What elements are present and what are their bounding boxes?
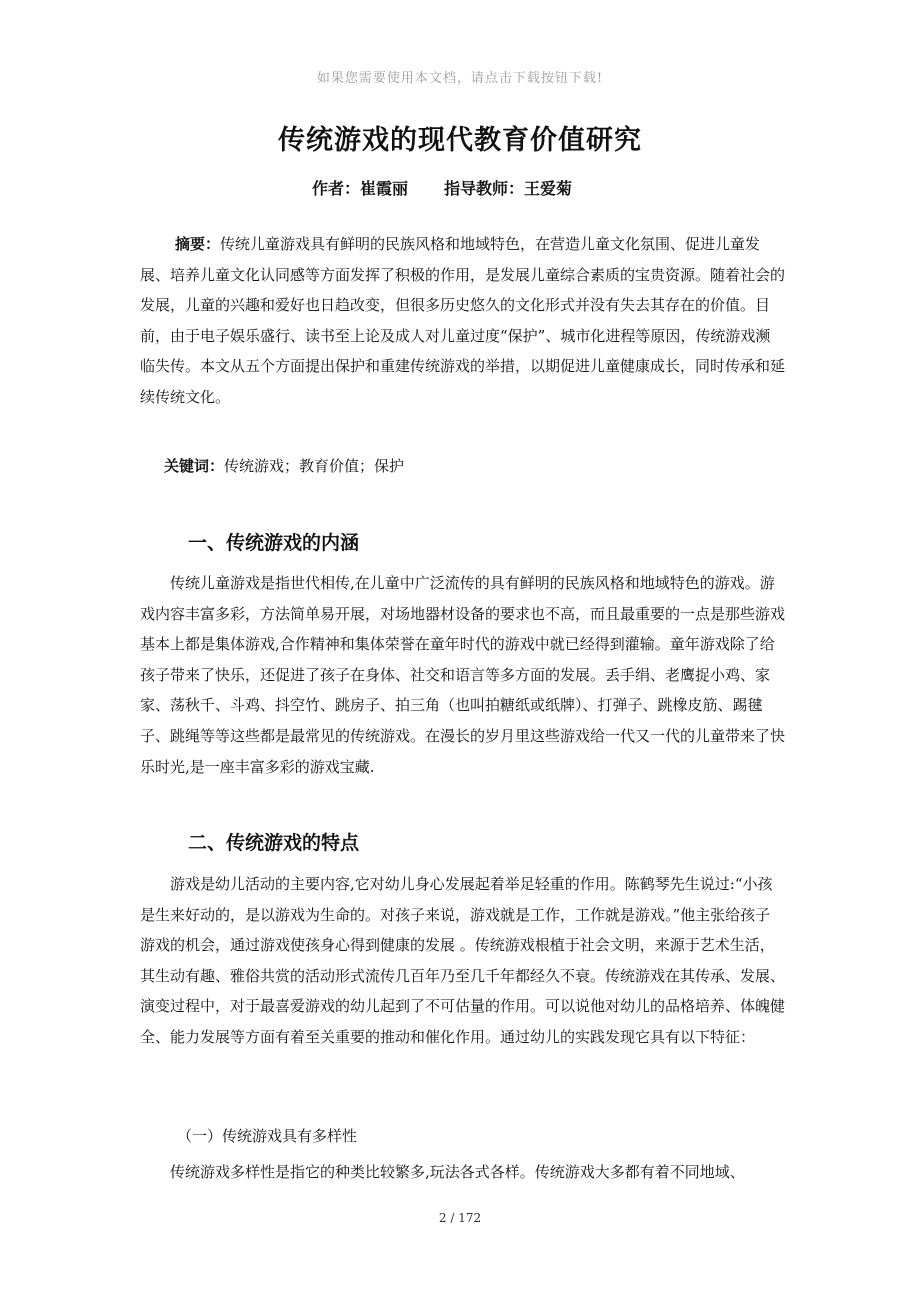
subsection-1-paragraph: 传统游戏多样性是指它的种类比较繁多,玩法各式各样。传统游戏大多都有着不同地域、 — [170, 1163, 745, 1181]
download-notice: 如果您需要使用本文档，请点击下载按钮下载! — [316, 71, 604, 86]
subsection-heading-1: （一）传统游戏具有多样性 — [177, 1127, 358, 1145]
keywords — [164, 451, 784, 482]
keywords-label: 关键词： — [164, 457, 225, 475]
paper-title: 传统游戏的现代教育价值研究 — [278, 125, 642, 156]
abstract-label: 摘要： — [175, 235, 221, 253]
abstract-text: 传统儿童游戏具有鲜明的民族风格和地域特色，在营造儿童文化氛围、促进儿童发展、培养儿童文化认同感等方面发挥了积极的作用，是发展儿童综合素质的宝贵资源。随着社会的发展，儿童的兴趣和爱好也日趋改变，但很多历史悠久的文化形式并没有失去其存在的价值。目前，由于电子娱乐盛行、读书至上论及成人对儿童过度“保护”、城市化进程等原因，传统游戏濒临失传。本文从五个方面提出保护和重建传统游戏的举措，以期促进儿童健康成长，同时传承和延续传统文化。 — [140, 235, 786, 406]
abstract — [140, 229, 785, 413]
keywords-text: 传统游戏；教育价值；保护 — [224, 457, 405, 475]
section-2-paragraph: 游戏是幼儿活动的主要内容,它对幼儿身心发展起着举足轻重的作用。陈鹤琴先生说过:“小孩是生来好动的，是以游戏为生命的。对孩子来说，游戏就是工作，工作就是游戏。”他主张给孩子游戏的机会，通过游戏使孩身心得到健康的发展 。传统游戏根植于社会文明，来源于艺术生活，其生动有趣、雅俗共赏的活动形式流传几百年乃至几千年都经久不衰。传统游戏在其传承、发展、演变过程中，对于最喜爱游戏的幼儿起到了不可估量的作用。可以说他对幼儿的品格培养、体魄健全、能力发展等方面有着至关重要的推动和催化作用。通过幼儿的实践发现它具有以下特征： — [140, 875, 786, 1046]
author-name: 作者：崔霞丽 — [312, 179, 409, 198]
author-line — [312, 176, 572, 199]
page-number: 2 / 172 — [438, 1211, 482, 1225]
advisor-name: 指导教师：王爱菊 — [444, 179, 573, 198]
section-1-paragraph: 传统儿童游戏是指世代相传,在儿童中广泛流传的具有鲜明的民族风格和地域特色的游戏。游戏内容丰富多彩，方法简单易开展，对场地器材设备的要求也不高，而且最重要的一点是那些游戏基本上都是集体游戏,合作精神和集体荣誉在童年时代的游戏中就已经得到灌输。童年游戏除了给孩子带来了快乐，还促进了孩子在身体、社交和语言等多方面的发展。丢手绢、老鹰捉小鸡、家家、荡秋千、斗鸡、抖空竹、跳房子、拍三角（也叫拍糖纸或纸牌）、打弹子、跳橡皮筋、踢毽子、跳绳等等这些都是最常见的传统游戏。在漫长的岁月里这些游戏给一代又一代的儿童带来了快乐时光,是一座丰富多彩的游戏宝藏. — [140, 574, 786, 776]
section-heading-2: 二、传统游戏的特点 — [188, 832, 360, 854]
section-heading-1: 一、传统游戏的内涵 — [188, 532, 360, 554]
